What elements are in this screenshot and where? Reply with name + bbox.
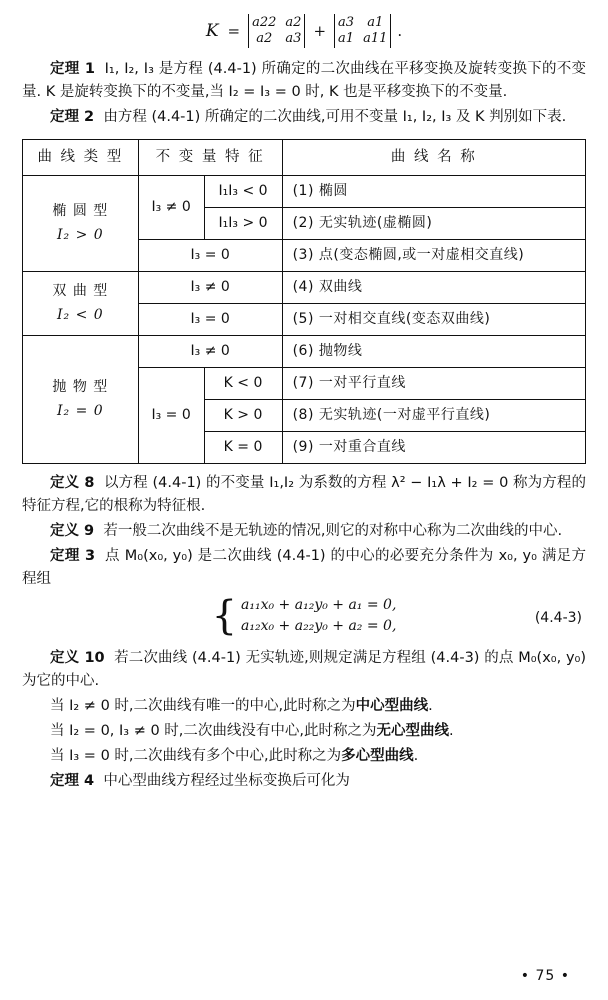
case-3-text-pre: 当 I₃ = 0 时,二次曲线有多个中心,此时称之为 [50, 747, 342, 764]
definition-8-paragraph [22, 472, 586, 518]
det1-r2c1: a2 [256, 31, 273, 46]
det2-bar-left [334, 14, 335, 48]
parabola-curve-name-1: (6) 抛物线 [282, 336, 585, 368]
determinant-2 [331, 14, 394, 48]
det2-r2c1: a1 [338, 31, 355, 46]
theorem-2-label: 定理 2 [50, 108, 95, 125]
parabola-cond-2: I₃ = 0 [138, 368, 204, 464]
ellipse-sub-cond-1: I₁I₃ < 0 [204, 176, 282, 208]
det1-r1c1: a22 [252, 14, 277, 30]
case-1-text-post: . [428, 697, 433, 714]
table-header-name: 曲 线 名 称 [282, 139, 585, 176]
formula-k-definition [22, 8, 586, 58]
parabola-sub-cond-3: K = 0 [204, 432, 282, 464]
table-header-invariant: 不 变 量 特 征 [138, 139, 282, 176]
case-3-paragraph [22, 745, 586, 768]
ellipse-cond-1: I₃ ≠ 0 [138, 176, 204, 240]
theorem-3-text: 点 M₀(x₀, y₀) 是二次曲线 (4.4-1) 的中心的必要充分条件为 x₀, y₀ 满足方程组 [22, 548, 586, 588]
ellipse-curve-name-2: (2) 无实轨迹(虚椭圆) [282, 208, 585, 240]
theorem-4-text: 中心型曲线方程经过坐标变换后可化为 [103, 772, 350, 789]
theorem-4-label: 定理 4 [50, 772, 95, 789]
case-1-bold: 中心型曲线 [355, 697, 429, 714]
definition-9-label: 定义 9 [50, 523, 95, 540]
case-1-text-pre: 当 I₂ ≠ 0 时,二次曲线有唯一的中心,此时称之为 [50, 697, 356, 714]
table-header-row [23, 139, 586, 176]
ellipse-curve-name-3: (3) 点(变态椭圆,或一对虚相交直线) [282, 240, 585, 272]
parabola-sub-cond-1: K < 0 [204, 368, 282, 400]
group-type-parabola-name: 抛 物 型 [52, 379, 109, 396]
parabola-curve-name-3: (8) 无实轨迹(一对虚平行直线) [282, 400, 585, 432]
hyperbola-cond-1: I₃ ≠ 0 [138, 272, 282, 304]
det2-r1c2: a1 [367, 14, 384, 30]
theorem-1-label: 定理 1 [50, 61, 95, 77]
theorem-3-paragraph [22, 545, 586, 591]
system-equation-1: a₁₁x₀ + a₁₂y₀ + a₁ = 0, [241, 597, 397, 613]
det-bar-right [304, 14, 305, 48]
theorem-1-text: I₁, I₂, I₃ 是方程 (4.4-1) 所确定的二次曲线在平移变换及旋转变换下的不变量. K 是旋转变换下的不变量,当 I₂ = I₃ = 0 时, K 也是平移变换下的不变量. [22, 61, 586, 100]
classification-table [22, 139, 586, 465]
equation-number: (4.4-3) [534, 610, 582, 626]
group-type-hyperbola [23, 272, 139, 336]
page-number: • 75 • [520, 968, 570, 984]
hyperbola-curve-name-2: (5) 一对相交直线(变态双曲线) [282, 304, 585, 336]
theorem-4-paragraph [22, 770, 586, 793]
det1-r2c2: a3 [285, 31, 302, 46]
det2-r2c2: a11 [363, 31, 388, 46]
formula-equals: = [227, 22, 241, 40]
table-header-type: 曲 线 类 型 [23, 139, 139, 176]
group-type-ellipse-cond: I₂ > 0 [57, 226, 104, 243]
ellipse-sub-cond-2: I₁I₃ > 0 [204, 208, 282, 240]
parabola-curve-name-4: (9) 一对重合直线 [282, 432, 585, 464]
parabola-curve-name-2: (7) 一对平行直线 [282, 368, 585, 400]
parabola-cond-1: I₃ ≠ 0 [138, 336, 282, 368]
determinant-1 [245, 14, 308, 48]
case-2-text-pre: 当 I₂ = 0, I₃ ≠ 0 时,二次曲线没有中心,此时称之为 [50, 722, 377, 739]
equation-system [22, 595, 586, 637]
group-type-parabola-cond: I₂ = 0 [57, 402, 104, 419]
page-content [22, 8, 586, 794]
case-3-text-post: . [413, 747, 419, 764]
case-2-paragraph [22, 720, 586, 743]
definition-8-label: 定义 8 [50, 475, 95, 492]
group-type-ellipse [23, 176, 139, 272]
ellipse-curve-name-1: (1) 椭圆 [282, 176, 585, 208]
hyperbola-curve-name-1: (4) 双曲线 [282, 272, 585, 304]
definition-10-paragraph [22, 647, 586, 693]
left-brace: { [211, 593, 238, 639]
theorem-3-label: 定理 3 [50, 548, 96, 565]
theorem-1-paragraph [22, 58, 586, 104]
case-2-bold: 无心型曲线 [376, 722, 450, 739]
table-row [23, 272, 586, 304]
classification-table-wrapper [22, 139, 586, 465]
group-type-hyperbola-cond: I₂ < 0 [57, 306, 104, 323]
group-type-ellipse-name: 椭 圆 型 [52, 203, 109, 220]
hyperbola-cond-2: I₃ = 0 [138, 304, 282, 336]
parabola-sub-cond-2: K > 0 [204, 400, 282, 432]
group-type-hyperbola-name: 双 曲 型 [52, 283, 109, 300]
case-2-text-post: . [449, 722, 454, 739]
det2-r1c1: a3 [338, 14, 355, 30]
table-row [23, 336, 586, 368]
formula-lhs: K [205, 21, 219, 41]
definition-10-text: 若二次曲线 (4.4-1) 无实轨迹,则规定满足方程组 (4.4-3) 的点 M₀(x₀, y₀) 为它的中心. [22, 650, 586, 689]
definition-8-text: 以方程 (4.4-1) 的不变量 I₁,I₂ 为系数的方程 λ² − I₁λ + I₂ = 0 称为方程的特征方程,它的根称为特征根. [22, 475, 586, 515]
equation-system-row [22, 595, 586, 641]
definition-10-label: 定义 10 [50, 650, 105, 666]
ellipse-cond-3: I₃ = 0 [138, 240, 282, 272]
group-type-parabola [23, 336, 139, 464]
definition-9-paragraph [22, 520, 586, 543]
det1-r1c2: a2 [285, 14, 302, 30]
det2-bar-right [390, 14, 391, 48]
formula-end-period: . [397, 22, 403, 40]
formula-plus: + [313, 22, 327, 40]
definition-9-text: 若一般二次曲线不是无轨迹的情况,则它的对称中心称为二次曲线的中心. [103, 523, 563, 540]
theorem-2-text: 由方程 (4.4-1) 所确定的二次曲线,可用不变量 I₁, I₂, I₃ 及 K 判别如下表. [103, 108, 567, 125]
case-1-paragraph [22, 695, 586, 718]
theorem-2-paragraph [22, 106, 586, 129]
table-row [23, 176, 586, 208]
case-3-bold: 多心型曲线 [341, 747, 414, 764]
system-equation-2: a₁₂x₀ + a₂₂y₀ + a₂ = 0, [241, 618, 397, 634]
det-bar-left [248, 14, 249, 48]
